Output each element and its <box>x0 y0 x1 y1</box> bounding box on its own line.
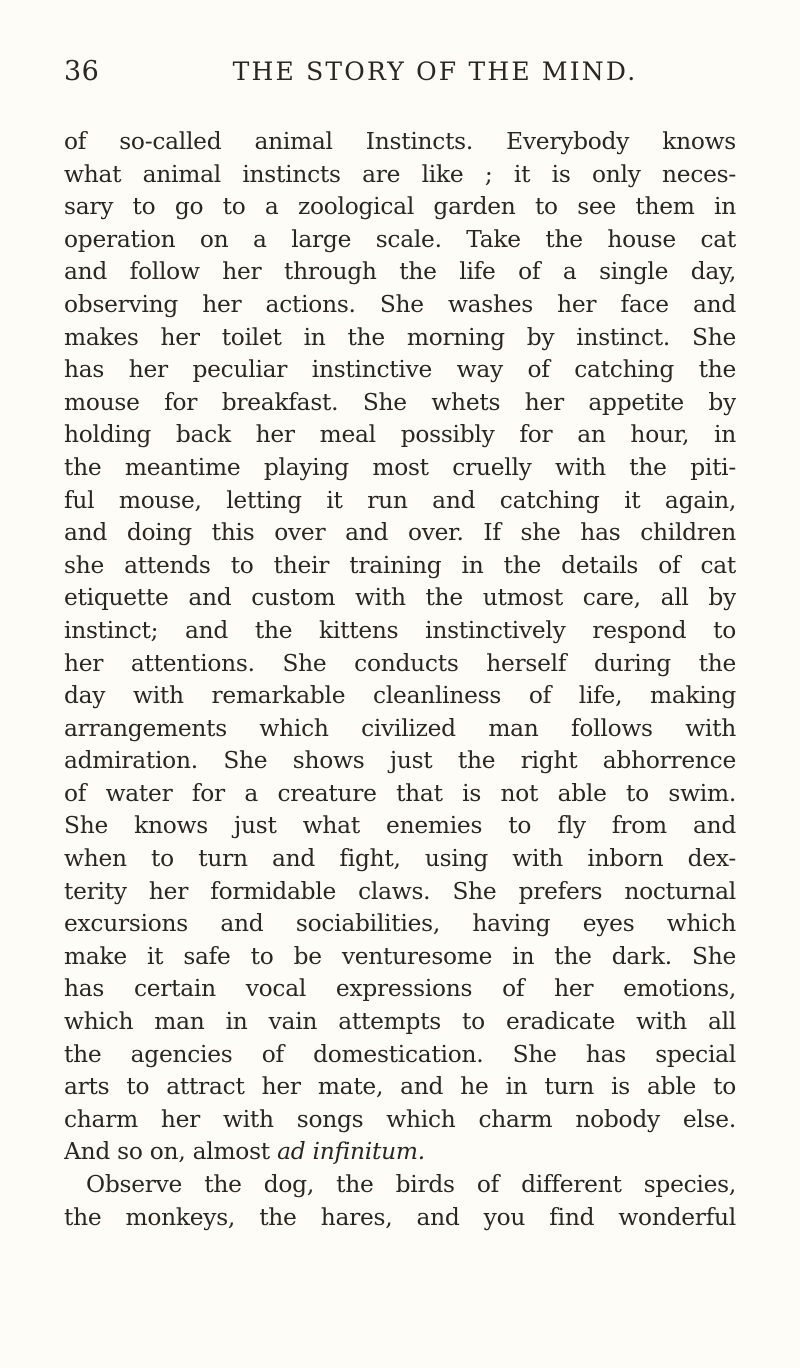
text-line: ful mouse, letting it run and catching it again, <box>64 486 736 514</box>
italic-phrase: ad infinitum. <box>277 1138 425 1166</box>
text-line: make it safe to be venturesome in the dark. She <box>64 942 736 970</box>
text-line: which man in vain attempts to eradicate with all <box>64 1008 736 1036</box>
text-line: the monkeys, the hares, and you find wonderful <box>64 1203 736 1231</box>
text-line: terity her formidable claws. She prefers nocturnal <box>64 877 736 905</box>
text-line: holding back her meal possibly for an hour, in <box>64 421 736 449</box>
paragraph-end-text: And so on, almost <box>64 1138 278 1166</box>
text-line: of water for a creature that is not able to swim. <box>64 779 736 807</box>
text-line: excursions and sociabilities, having eyes which <box>64 910 736 938</box>
text-line: has her peculiar instinctive way of catching the <box>64 356 736 384</box>
text-line: makes her toilet in the morning by instinct. She <box>64 323 736 351</box>
running-head <box>64 54 736 94</box>
text-line: charm her with songs which charm nobody else. <box>64 1105 736 1133</box>
text-line: she attends to their training in the details of cat <box>64 551 736 579</box>
text-line: what animal instincts are like ; it is only neces- <box>64 160 736 188</box>
paragraph-end-line <box>64 1136 736 1169</box>
text-line: of so-called animal Instincts. Everybody knows <box>64 128 736 155</box>
text-line: sary to go to a zoological garden to see them in <box>64 193 736 221</box>
text-line: and follow her through the life of a single day, <box>64 258 736 286</box>
text-line: the meantime playing most cruelly with the piti- <box>64 453 736 481</box>
text-line: operation on a large scale. Take the house cat <box>64 225 736 253</box>
text-line: when to turn and fight, using with inborn dex- <box>64 845 736 873</box>
text-line: and doing this over and over. If she has children <box>64 519 736 547</box>
text-line: etiquette and custom with the utmost care, all by <box>64 584 736 612</box>
text-line: arts to attract her mate, and he in turn is able to <box>64 1073 736 1101</box>
text-line: has certain vocal expressions of her emotions, <box>64 975 736 1003</box>
text-line: Observe the dog, the birds of different species, <box>86 1171 736 1198</box>
text-line: the agencies of domestication. She has special <box>64 1040 736 1068</box>
text-line: admiration. She shows just the right abhorrence <box>64 747 736 775</box>
running-title: THE STORY OF THE MIND. <box>232 57 638 86</box>
text-line: instinct; and the kittens instinctively respond to <box>64 616 736 644</box>
text-line: observing her actions. She washes her face and <box>64 290 736 318</box>
text-line: her attentions. She conducts herself during the <box>64 649 736 677</box>
text-line: arrangements which civilized man follows with <box>64 714 736 742</box>
body-text <box>64 126 736 1234</box>
text-line: mouse for breakfast. She whets her appetite by <box>64 388 736 416</box>
page-number: 36 <box>64 56 100 87</box>
text-line: day with remarkable cleanliness of life, making <box>64 682 736 710</box>
text-line: She knows just what enemies to fly from and <box>64 812 736 840</box>
